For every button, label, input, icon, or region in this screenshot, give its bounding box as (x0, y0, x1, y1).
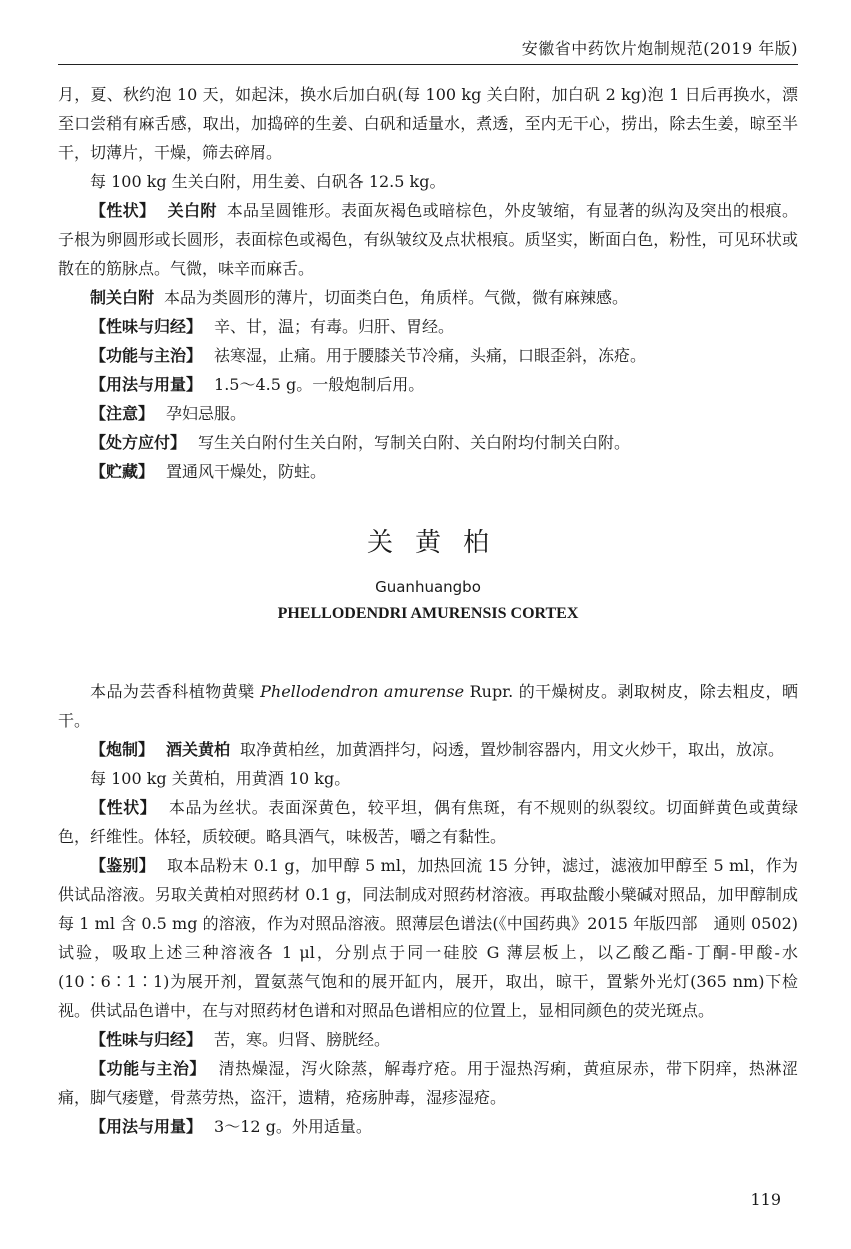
header-title: 安徽省中药饮片炮制规范(2019 年版) (521, 39, 798, 58)
gongneng2-text: 清热燥湿，泻火除蒸，解毒疗疮。用于湿热泻痢，黄疸尿赤，带下阴痒，热淋涩痛，脚气痿躄，骨蒸劳热，盗汗，遗精，疮疡肿毒，湿疹湿疮。 (58, 1059, 798, 1107)
ratio2-paragraph: 每 100 kg 关黄柏，用黄酒 10 kg。 (90, 769, 351, 788)
paozhi-paragraph (58, 735, 798, 764)
xingwei-label: 【性味与归经】 (90, 317, 203, 336)
paozhi-label: 【炮制】 (90, 740, 155, 759)
xingzhuang-paragraph (58, 196, 798, 283)
xingwei2-label: 【性味与归经】 (90, 1030, 203, 1049)
zhuyi-paragraph (58, 399, 798, 428)
ratio-paragraph: 每 100 kg 生关白附，用生姜、白矾各 12.5 kg。 (90, 172, 446, 191)
xingzhuang2-paragraph (58, 793, 798, 851)
chufang-paragraph (58, 428, 798, 457)
monograph-latin: PHELLODENDRI AMURENSIS CORTEX (277, 605, 579, 622)
xingwei2-paragraph (58, 1025, 798, 1054)
xingzhuang-label: 【性状】 (90, 201, 156, 220)
yongfa-label: 【用法与用量】 (90, 375, 203, 394)
page-number: 119 (750, 1190, 781, 1209)
jianbie-text: 取本品粉末 0.1 g，加甲醇 5 ml，加热回流 15 分钟，滤过，滤液加甲醇至 5 ml，作为供试品溶液。另取关黄柏对照药材 0.1 g，同法制成对照药材溶液。再取盐酸小檗碱对照品，加甲醇制成每 1 ml 含 0.5 mg 的溶液，作为对照品溶液。照薄层色谱法(《中国药典》2015 年版四部 通则 0502)试验，吸取上述三种溶液各 1 μl，分别点于同一硅胶 G 薄层板上，以乙酸乙酯-丁酮-甲酸-水(10∶6∶1∶1)为展开剂，置氨蒸气饱和的展开缸内，展开，取出，晾干，置紫外光灯(365 nm)下检视。供试品色谱中，在与对照药材色谱和对照品色谱相应的位置上，显相同颜色的荧光斑点。 (58, 856, 798, 1020)
xingzhuang-sub1-label: 关白附 (167, 201, 217, 220)
xingzhuang-sub1-text: 本品呈圆锥形。表面灰褐色或暗棕色，外皮皱缩，有显著的纵沟及突出的根痕。子根为卵圆形或长圆形，表面棕色或褐色，有纵皱纹及点状根痕。质坚实，断面白色，粉性，可见环状或散在的筋脉点。气微，味辛而麻舌。 (58, 201, 798, 278)
jianbie-label: 【鉴别】 (90, 856, 155, 875)
gongneng-text: 祛寒湿，止痛。用于腰膝关节冷痛，头痛，口眼歪斜，冻疮。 (214, 346, 647, 365)
xingzhuang-sub2-label: 制关白附 (90, 288, 155, 307)
yongfa2-text: 3～12 g。外用适量。 (214, 1117, 372, 1136)
xingzhuang-sub2-text: 本品为类圆形的薄片，切面类白色，角质样。气微，微有麻辣感。 (164, 288, 629, 307)
gongneng-paragraph (58, 341, 798, 370)
zhucang-paragraph (58, 457, 798, 486)
chufang-label: 【处方应付】 (90, 433, 187, 452)
yongfa2-label: 【用法与用量】 (90, 1117, 203, 1136)
xingzhuang2-text: 本品为丝状。表面深黄色，较平坦，偶有焦斑，有不规则的纵裂纹。切面鲜黄色或黄绿色，纤维性。体轻，质较硬。略具酒气，味极苦，嚼之有黏性。 (58, 798, 798, 846)
yongfa2-paragraph (58, 1112, 798, 1141)
continuation-paragraph: 月，夏、秋约泡 10 天，如起沫，换水后加白矾(每 100 kg 关白附，加白矾 2 kg)泡 1 日后再换水，漂至口尝稍有麻舌感，取出，加捣碎的生姜、白矾和适量水，煮透，至内无干心，捞出，除去生姜，晾至半干，切薄片，干燥，筛去碎屑。 (58, 85, 798, 162)
jianbie-paragraph (58, 851, 798, 1025)
intro-paragraph (58, 677, 798, 735)
header-rule (58, 64, 798, 65)
zhucang-text: 置通风干燥处，防蛀。 (166, 462, 327, 481)
xingwei2-text: 苦，寒。归肾、膀胱经。 (214, 1030, 391, 1049)
xingzhuang2-label: 【性状】 (90, 798, 157, 817)
xingwei-paragraph (58, 312, 798, 341)
yongfa-paragraph (58, 370, 798, 399)
running-header (58, 20, 798, 64)
intro-latin-name: Phellodendron amurense (260, 682, 465, 701)
section-guanbaifu-continued (58, 80, 798, 486)
monograph-name-cn: 关黄柏 (366, 528, 511, 558)
monograph-heading (58, 525, 798, 625)
yongfa-text: 1.5～4.5 g。一般炮制后用。 (214, 375, 425, 394)
chufang-text: 写生关白附付生关白附，写制关白附、关白附均付制关白附。 (198, 433, 631, 452)
zhuyi-label: 【注意】 (90, 404, 155, 423)
zhucang-label: 【贮藏】 (90, 462, 155, 481)
paozhi-sub-label: 酒关黄柏 (166, 740, 231, 759)
paozhi-text: 取净黄柏丝，加黄酒拌匀，闷透，置炒制容器内，用文火炒干，取出，放凉。 (240, 740, 785, 759)
intro-text-post: Rupr. 的干燥树皮。剥取树皮，除去粗皮，晒干。 (58, 682, 799, 730)
zhi-guanbaifu-paragraph (58, 283, 798, 312)
monograph-pinyin: Guanhuangbo (375, 578, 481, 596)
gongneng-label: 【功能与主治】 (90, 346, 203, 365)
section-guanhuangbo (58, 677, 798, 1141)
gongneng2-label: 【功能与主治】 (90, 1059, 206, 1078)
gongneng2-paragraph (58, 1054, 798, 1112)
xingwei-text: 辛、甘，温；有毒。归肝、胃经。 (214, 317, 455, 336)
zhuyi-text: 孕妇忌服。 (166, 404, 247, 423)
intro-text-pre: 本品为芸香科植物黄檗 (90, 682, 261, 701)
